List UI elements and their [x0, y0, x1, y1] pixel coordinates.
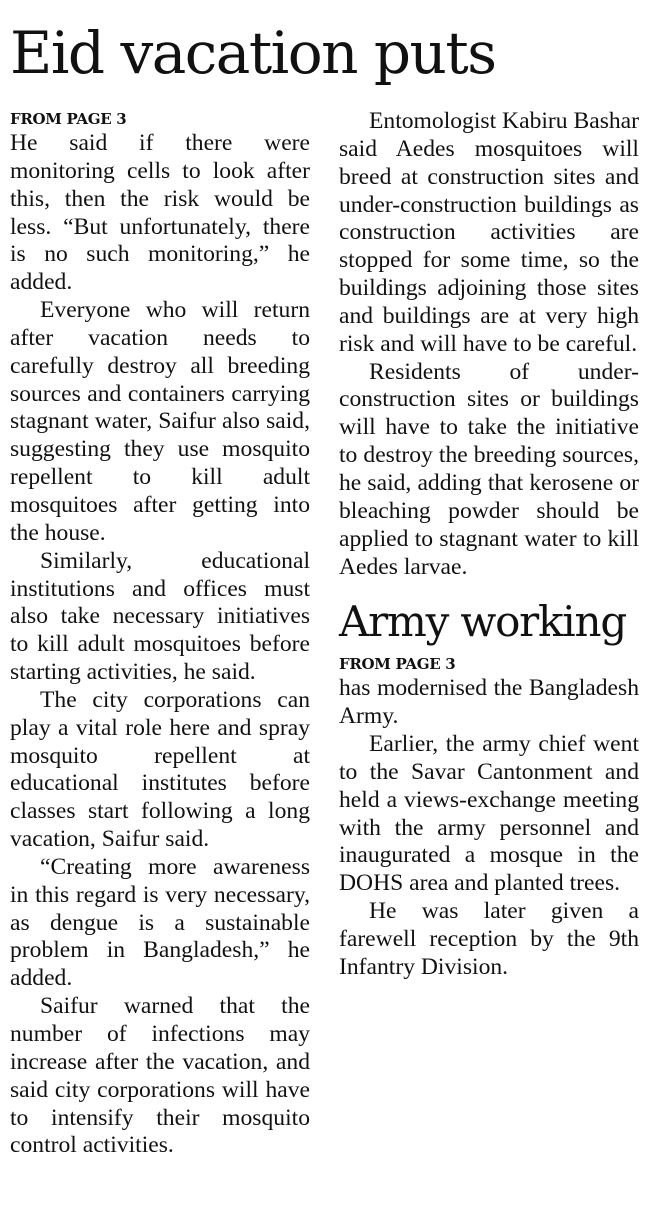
- story-paragraph-2: Everyone who will return after vacation needs to carefully destroy all breeding sources and containers carrying stagnant water, Saifur also said, suggesting they use mosquito repellent to kill adult mosquitoes after getting into the house.: [10, 297, 310, 546]
- story-paragraph-8: Residents of under-construction sites or buildings will have to take the initiative to destroy the breeding sources, he said, adding that kerosene or bleaching powder should be applied to stagnant water to kill Aedes larvae.: [339, 358, 639, 580]
- army-story-headline: Army working: [339, 597, 627, 647]
- right-column: [339, 108, 639, 982]
- army-story-kicker: FROM PAGE 3: [339, 655, 456, 674]
- story-headline: Eid vacation puts: [10, 19, 496, 87]
- story-paragraph-1: He said if there were monitoring cells to look after this, then the risk would be less. “But unfortunately, there is no such monitoring,” he added.: [10, 130, 310, 296]
- story-paragraph-4: The city corporations can play a vital role here and spray mosquito repellent at educational institutes before classes start following a long vacation, Saifur said.: [10, 686, 310, 853]
- story-paragraph-3: Similarly, educational institutions and offices must also take necessary initiatives to kill adult mosquitoes before starting activities, he said.: [10, 547, 310, 686]
- story-kicker: FROM PAGE 3: [10, 110, 127, 128]
- story-paragraph-7: Entomologist Kabiru Bashar said Aedes mosquitoes will breed at construction sites and under-construction buildings as construction activities are stopped for some time, so the buildings adjoining those sites and buildings are at very high risk and will have to be careful.: [339, 108, 639, 357]
- left-column: [10, 108, 310, 1160]
- army-paragraph-2: Earlier, the army chief went to the Savar Cantonment and held a views-exchange meeting with the army personnel and inaugurated a mosque in the DOHS area and planted trees.: [339, 731, 639, 897]
- story-paragraph-6: Saifur warned that the number of infections may increase after the vacation, and said city corporations will have to intensify their mosquito control activities.: [10, 993, 310, 1159]
- army-paragraph-1: has modernised the Bangladesh Army.: [339, 675, 639, 730]
- story-paragraph-5: “Creating more awareness in this regard is very necessary, as dengue is a sustainable problem in Bangladesh,” he added.: [10, 853, 310, 992]
- army-paragraph-3: He was later given a farewell reception by the 9th Infantry Division.: [339, 898, 639, 980]
